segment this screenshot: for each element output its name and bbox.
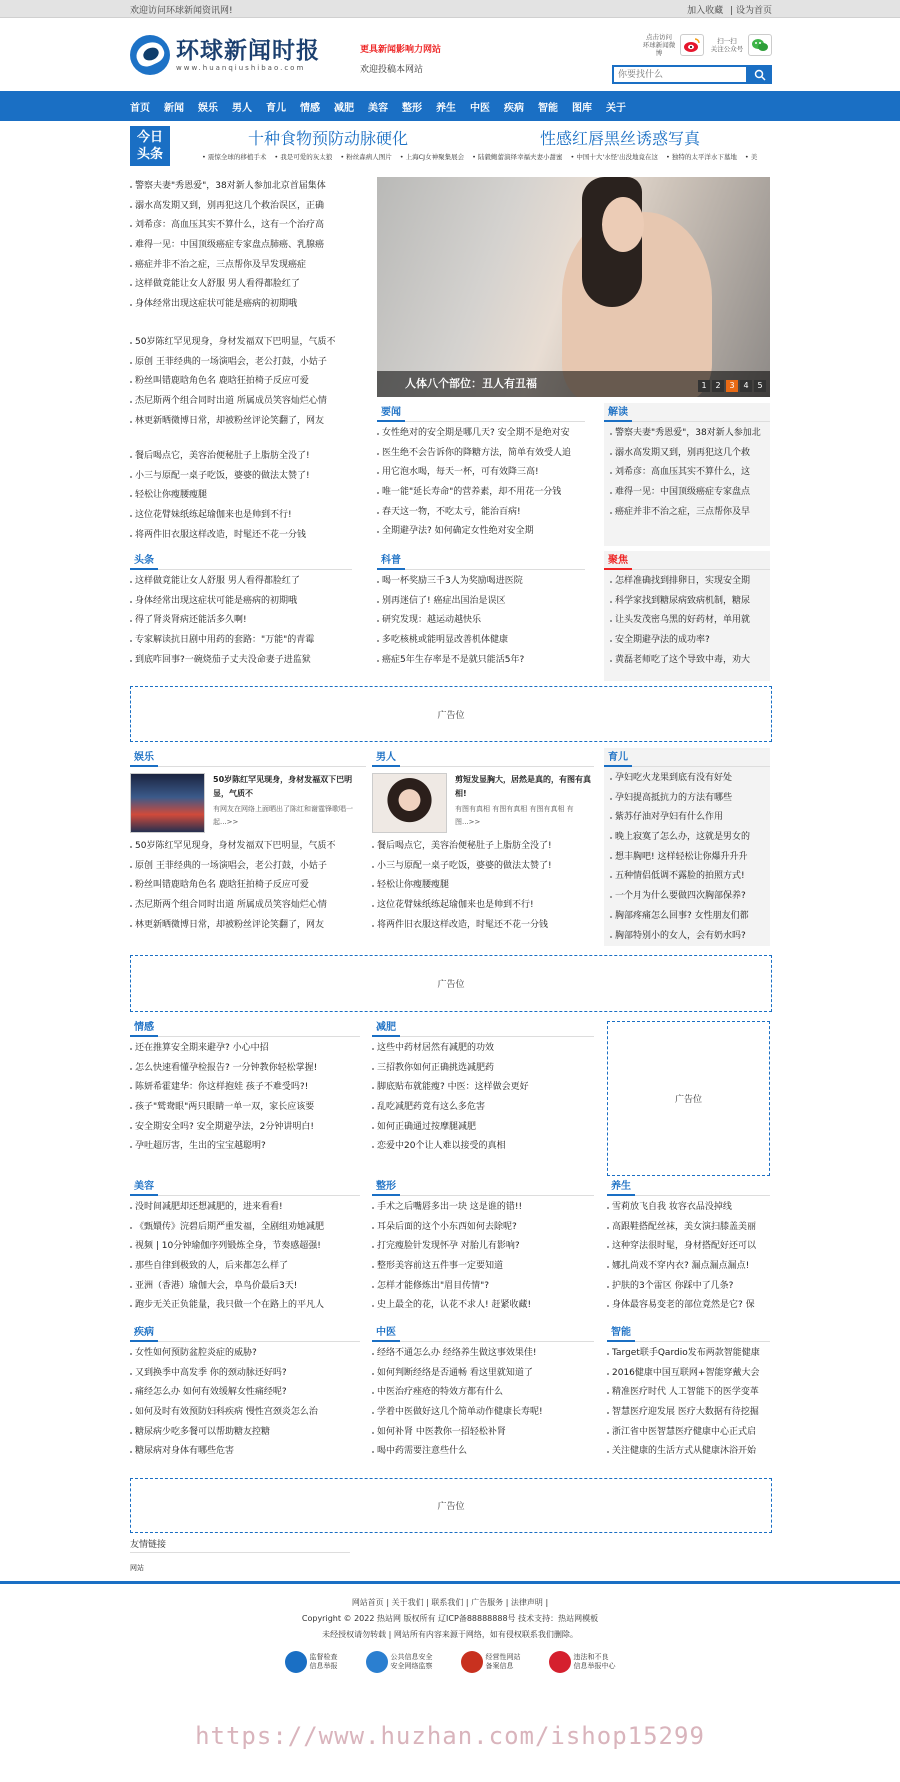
featured-title[interactable]: 剪短发显胸大，居然是真的，有图有真相! — [455, 775, 591, 798]
list-item[interactable]: 糖尿病少吃多餐可以帮助糖友控糖 — [130, 1423, 360, 1443]
carousel-dot[interactable]: 1 — [698, 380, 710, 392]
list-item[interactable]: 将两件旧衣服这样改造，时髦还不花一分钱 — [130, 526, 352, 546]
section-title[interactable]: 减肥 — [372, 1018, 400, 1037]
search-icon — [754, 69, 766, 81]
list-item[interactable]: 孩子"鹫鸯眼"两只眼睛一单一双，家长应该要 — [130, 1098, 360, 1118]
section-title-bar — [604, 551, 770, 570]
list-item[interactable]: 这些中药材居然有减肥的功效 — [372, 1039, 594, 1059]
list-item[interactable]: 打完瘦脸针发现怀孕 对胎儿有影响? — [372, 1237, 594, 1257]
featured-desc: 有网友在网络上面晒出了陈红和谢霆锋歌唱一起...>> — [213, 805, 353, 826]
list-item[interactable]: 想丰胸吧! 这样轻松让你爆升升升 — [610, 848, 770, 868]
nav-item[interactable]: 智能 — [538, 102, 558, 114]
footer-badge[interactable] — [461, 1651, 521, 1673]
section-zhineng — [607, 1323, 770, 1462]
section-meirong — [130, 1177, 360, 1316]
section-title-bar — [377, 403, 585, 422]
ad-slot-side[interactable] — [607, 1021, 770, 1176]
section-title-bar — [607, 1323, 770, 1342]
section-kepu — [377, 551, 585, 670]
list-item[interactable]: 这样做竟能让女人舒服 男人看得都脸红了 — [130, 572, 352, 592]
list-item[interactable]: 视频 | 10分钟瑜伽序列锻炼全身，节奏感超强! — [130, 1237, 360, 1257]
list-item[interactable]: 难得一见：中国顶级癌症专家盘点肺癌、乳腺癌 — [130, 236, 352, 256]
badge-line2: 信息举报 — [309, 1662, 338, 1670]
nav-item[interactable]: 减肥 — [334, 102, 354, 114]
photo-carousel[interactable] — [377, 177, 770, 397]
section-title[interactable]: 情感 — [130, 1018, 158, 1037]
list-item[interactable]: 粉丝叫错鹿晗角色名 鹿晗狂拍椅子反应可爱 — [130, 372, 352, 392]
separator: | — [730, 5, 734, 16]
site-header — [0, 18, 900, 91]
list-item[interactable]: 脚底贴布就能瘦? 中医：这样做会更好 — [372, 1078, 594, 1098]
list-item[interactable]: 小三与原配一桌子吃饭，婆婆的做法太赞了! — [130, 467, 352, 487]
list-item[interactable]: 紫苏仔油对孕妇有什么作用 — [610, 808, 770, 828]
nav-item[interactable]: 养生 — [436, 102, 456, 114]
list-item[interactable]: 关注健康的生活方式从健康沐浴开始 — [607, 1442, 770, 1462]
section-title-bar — [372, 1018, 594, 1037]
ad-label: 广告位 — [437, 980, 465, 990]
section-title[interactable]: 养生 — [607, 1177, 635, 1196]
bookmark-link[interactable]: 加入收藏 — [687, 5, 724, 16]
section-title-bar — [130, 1177, 360, 1196]
nav-item[interactable]: 娱乐 — [198, 102, 218, 114]
list-item[interactable]: 怎样才能修炼出"眉目传情"? — [372, 1277, 594, 1297]
list-item[interactable]: 2016健康中国互联网+智能穿戴大会 — [607, 1364, 770, 1384]
ad-label: 广告位 — [437, 710, 465, 721]
list-item[interactable]: 癌症并非不治之症，三点帮你及早 — [610, 503, 770, 523]
carousel-image-face — [602, 197, 644, 252]
list-item[interactable]: 那些自律到极致的人，后来都怎么样了 — [130, 1257, 360, 1277]
list-item[interactable]: 50岁陈红罕见现身，身材发福双下巴明显，气质不 — [130, 333, 352, 353]
nav-item[interactable]: 情感 — [300, 102, 320, 114]
ad-slot-1[interactable] — [130, 686, 772, 742]
section-jibing — [130, 1323, 360, 1462]
section-title[interactable]: 中医 — [372, 1323, 400, 1342]
list-item[interactable]: 得了肾炎肾病还能活多久啊! — [130, 611, 352, 631]
featured-title[interactable]: 50岁陈红罕见现身，身材发福双下巴明显，气质不 — [213, 775, 353, 798]
featured-story[interactable] — [372, 773, 594, 833]
list-item[interactable]: 研究发现：越运动越快乐 — [377, 611, 585, 631]
headline-sublink[interactable]: • 中国十大'水怪'出没地竟在这 — [570, 153, 658, 161]
section-title-bar — [130, 1323, 360, 1342]
list-item[interactable]: 中医治疗痤疮的特效方都有什么 — [372, 1383, 594, 1403]
list-item[interactable]: 粉丝叫错鹿晗角色名 鹿晗狂拍椅子反应可爱 — [130, 876, 366, 896]
badge-line2: 安全网络监察 — [390, 1662, 433, 1670]
headline-sublink[interactable]: • 美 — [744, 153, 758, 161]
list-item[interactable]: 轻松让你瘦腰瘦腿 — [130, 486, 352, 506]
section-title-bar — [604, 748, 770, 767]
list-item[interactable]: 三招教你如何正确挑选减肥药 — [372, 1059, 594, 1079]
list-item[interactable]: 孕妇吃火龙果到底有没有好处 — [610, 769, 770, 789]
section-title[interactable]: 头条 — [130, 551, 158, 570]
list-item[interactable]: 一个月为什么要做四次胸部保养? — [610, 887, 770, 907]
badge-line2: 信息举报中心 — [573, 1662, 616, 1670]
nav-item[interactable]: 关于 — [606, 102, 626, 114]
list-item[interactable]: 糖尿病对身体有哪些危害 — [130, 1442, 360, 1462]
headline-sublink[interactable]: • 独特的太平洋水下墓地 — [665, 153, 737, 161]
today-badge — [130, 126, 170, 166]
headline-sublink[interactable]: • 粉丝森病人图片 — [340, 153, 392, 161]
list-item[interactable]: 杰尼斯两个组合同时出道 所属成员笑容灿烂心情 — [130, 392, 352, 412]
list-item[interactable]: 护肤的3个雷区 你踩中了几条? — [607, 1277, 770, 1297]
nav-item[interactable]: 育儿 — [266, 102, 286, 114]
footer-links[interactable]: 网站首页 | 关于我们 | 联系我们 | 广告服务 | 法律声明 | — [351, 1598, 549, 1607]
list-item[interactable]: 别再迷信了! 癌症出国治是误区 — [377, 592, 585, 612]
list-item[interactable]: 经络不通怎么办 经络养生做这事效果佳! — [372, 1344, 594, 1364]
section-toutiao — [130, 551, 352, 670]
section-title-bar — [130, 1018, 360, 1037]
list-item[interactable]: 餐后喝点它，美容治便秘肚子上脂肪全没了! — [372, 837, 594, 857]
list-item[interactable]: 手术之后嘴唇多出一块 这是谁的错!! — [372, 1198, 594, 1218]
list-item[interactable]: 没时间减肥却还想减肥的，进来看看! — [130, 1198, 360, 1218]
section-nanren — [372, 748, 594, 935]
welcome-text: 欢迎访问环球新闻资讯网! — [130, 5, 233, 16]
slogan-primary: 更具新闻影响力网站 — [360, 45, 442, 55]
list-item[interactable]: 怎么快速看懂孕检报告? 一分钟教你轻松掌握! — [130, 1059, 360, 1079]
carousel-pager — [698, 380, 766, 392]
list-item[interactable]: 原创 王菲经典的一场演唱会，老公打鼓，小姑子 — [130, 353, 352, 373]
nav-item[interactable]: 整形 — [402, 102, 422, 114]
section-title[interactable]: 解读 — [604, 403, 632, 422]
list-item[interactable]: 安全期避孕法的成功率? — [610, 631, 770, 651]
list-item[interactable]: 春天这一物，不吃太亏，能治百病! — [377, 503, 585, 523]
section-title[interactable]: 美容 — [130, 1177, 158, 1196]
section-title-bar — [604, 403, 770, 422]
list-item[interactable]: 陈妍希霍建华：你这样抱娃 孩子不难受吗?! — [130, 1078, 360, 1098]
footer-notice: 未经授权请勿转载 | 网站所有内容来源于网络，如有侵权联系我们删除。 — [322, 1630, 578, 1639]
list-item[interactable]: 将两件旧衣服这样改造，时髦还不花一分钱 — [372, 916, 594, 936]
nav-item[interactable]: 首页 — [130, 102, 150, 114]
list-item[interactable]: 轻松让你瘦腰瘦腿 — [372, 876, 594, 896]
list-item[interactable]: 用它泡水喝，每天一杯，可有效降三高! — [377, 463, 585, 483]
headline-sublink[interactable]: • 陆毅鲍蕾演绎幸福夫妻小甜蜜 — [472, 153, 563, 161]
friend-links-title: 友情链接 — [130, 1537, 350, 1553]
ad-slot-2[interactable] — [130, 955, 772, 1012]
list-item[interactable]: 耳朵后面的这个小东西如何去除呢? — [372, 1218, 594, 1238]
badge-line1: 公共信息安全 — [390, 1653, 433, 1661]
list-item[interactable]: 全期避孕法? 如何确定女性绝对安全期 — [377, 522, 585, 542]
list-item[interactable]: 智慧医疗迎发展 医疗大数据有待挖掘 — [607, 1403, 770, 1423]
ad-label: 广告位 — [674, 1095, 702, 1105]
footer-badge[interactable] — [549, 1651, 616, 1673]
list-item[interactable]: 刘希彦：高血压其实不算什么，这 — [610, 463, 770, 483]
watermark: https://www.huzhan.com/ishop15299 — [195, 1722, 705, 1750]
list-item[interactable]: 这位花臂妹纸练起瑜伽来也是帅到不行! — [372, 896, 594, 916]
search-box — [612, 65, 772, 84]
section-title[interactable]: 要闻 — [377, 403, 405, 422]
wechat-text: 扫一扫 关注公众号 — [710, 37, 744, 53]
list-item[interactable]: 怎样准确找到排卵日，实现安全期 — [610, 572, 770, 592]
carousel-caption[interactable]: 人体八个部位：丑人有丑福 — [405, 377, 537, 390]
wechat-icon — [748, 34, 772, 56]
section-yaowen — [377, 403, 585, 542]
section-title[interactable]: 智能 — [607, 1323, 635, 1342]
list-item[interactable]: 史上最全的花，认花不求人! 赶紧收藏! — [372, 1296, 594, 1316]
carousel-dot[interactable]: 4 — [740, 380, 752, 392]
section-title-bar — [130, 748, 366, 767]
list-item[interactable]: 跑步无关正负能量，我只做一个在路上的平凡人 — [130, 1296, 360, 1316]
headline-2[interactable]: 性感红唇黑丝诱惑写真 — [540, 129, 701, 148]
weibo-text: 点击访问 环球新闻微博 — [642, 33, 676, 57]
weibo-icon — [680, 34, 704, 56]
list-item[interactable]: 女性如何预防盆腔炎症的威胁? — [130, 1344, 360, 1364]
badge-line1: 违法和不良 — [573, 1653, 609, 1661]
list-item[interactable]: 五种情侣低调不露脸的拍照方式! — [610, 867, 770, 887]
list-item[interactable]: 警察夫妻"秀恩爱"，38对新人参加北京首届集体 — [130, 177, 352, 197]
section-title[interactable]: 疾病 — [130, 1323, 158, 1342]
list-item[interactable]: 胸部疼痛怎么回事? 女性朋友们都 — [610, 907, 770, 927]
section-title-bar — [607, 1177, 770, 1196]
ad-slot-3[interactable] — [130, 1478, 772, 1533]
list-item[interactable]: 喝一杯奖励三千3人为奖励喝进医院 — [377, 572, 585, 592]
slogan-secondary: 欢迎投稿本网站 — [360, 65, 424, 75]
list-item[interactable]: 又到换季中高发季 你的颈动脉还好吗? — [130, 1364, 360, 1384]
list-item[interactable]: 林更新晒微博日常，却被粉丝评论笑翻了，网友 — [130, 916, 366, 936]
section-title[interactable]: 男人 — [372, 748, 400, 767]
list-item[interactable]: 小三与原配一桌子吃饭，婆婆的做法太赞了! — [372, 857, 594, 877]
list-item[interactable]: 身体经常出现这症状可能是癌病的初期哦 — [130, 592, 352, 612]
section-yuer — [604, 748, 770, 946]
list-item[interactable]: 胸部特别小的女人，会有奶水吗? — [610, 927, 770, 947]
featured-story[interactable] — [130, 773, 366, 833]
site-logo[interactable] — [130, 32, 330, 78]
badge-line1: 经营性网站 — [485, 1653, 521, 1661]
list-item[interactable]: 女性绝对的安全期是哪几天? 安全期不是绝对安 — [377, 424, 585, 444]
section-jiedu — [604, 403, 770, 546]
list-item[interactable]: 整形美容前这五件事一定要知道 — [372, 1257, 594, 1277]
list-item[interactable]: 这位花臂妹纸练起瑜伽来也是帅到不行! — [130, 506, 352, 526]
nav-item[interactable]: 美容 — [368, 102, 388, 114]
list-item[interactable]: 身体最容易变老的部位竟然是它? 保 — [607, 1296, 770, 1316]
list-item[interactable]: 餐后喝点它，美容治便秘肚子上脂肪全没了! — [130, 447, 352, 467]
top-bar — [0, 0, 900, 18]
list-item[interactable]: 多吃核桃或能明显改善机体健康 — [377, 631, 585, 651]
logo-url: www.huanqiushibao.com — [176, 64, 306, 72]
list-item[interactable]: 唯一能"延长寿命"的营养素，却不用花一分钱 — [377, 483, 585, 503]
section-title[interactable]: 育儿 — [604, 748, 632, 767]
section-zhongyi — [372, 1323, 594, 1462]
list-item[interactable]: 让头发茂密乌黑的好药材，单用就 — [610, 611, 770, 631]
ad-label: 广告位 — [437, 1502, 465, 1512]
list-item[interactable]: 50岁陈红罕见现身，身材发福双下巴明显，气质不 — [130, 837, 366, 857]
badge-line2: 备案信息 — [485, 1662, 514, 1670]
main-nav — [0, 91, 900, 121]
section-title[interactable]: 娱乐 — [130, 748, 158, 767]
list-item[interactable]: 喝中药需要注意些什么 — [372, 1442, 594, 1462]
list-item[interactable]: 精准医疗时代 人工智能下的医学变革 — [607, 1383, 770, 1403]
carousel-dot[interactable]: 2 — [712, 380, 724, 392]
list-item[interactable]: 黄磊老师吃了这个导致中毒，劝大 — [610, 651, 770, 671]
badge-line1: 监督检查 — [309, 1653, 338, 1661]
list-item[interactable]: 杰尼斯两个组合同时出道 所属成员笑容灿烂心情 — [130, 896, 366, 916]
list-item[interactable]: 警察夫妻"秀恩爱"，38对新人参加北 — [610, 424, 770, 444]
list-item[interactable]: 学着中医做好这几个简单动作健康长寿呢! — [372, 1403, 594, 1423]
list-item[interactable]: 溺水高发期又到，别再犯这几个救治误区，正确 — [130, 197, 352, 217]
list-item[interactable]: 难得一见：中国顶级癌症专家盘点 — [610, 483, 770, 503]
slogan — [360, 42, 441, 75]
footer-badge[interactable] — [285, 1651, 338, 1673]
headline-sublink[interactable]: • 震惊全球的移植手术 — [202, 153, 267, 161]
featured-thumbnail[interactable] — [130, 773, 205, 833]
footer-copyright: Copyright © 2022 热站网 版权所有 辽ICP备88888888号 技术支持：热站网模板 — [301, 1614, 599, 1623]
badge-icon — [549, 1651, 571, 1673]
today-headlines — [130, 126, 772, 170]
search-button[interactable] — [748, 65, 772, 84]
list-item[interactable]: 孕吐超厉害，生出的宝宝越聪明? — [130, 1137, 360, 1157]
footer-badge[interactable] — [366, 1651, 433, 1673]
news-list-life — [130, 447, 352, 545]
featured-thumbnail[interactable] — [372, 773, 447, 833]
section-yangsheng — [607, 1177, 770, 1316]
headline-sublinks — [202, 152, 772, 161]
search-input[interactable] — [612, 65, 748, 84]
set-homepage-link[interactable]: 设为首页 — [735, 5, 772, 16]
list-item[interactable]: 这种穿法很时髦，身材搭配好还可以 — [607, 1237, 770, 1257]
section-title-bar — [377, 551, 585, 570]
list-item[interactable]: 孕妇提高抵抗力的方法有哪些 — [610, 789, 770, 809]
nav-item[interactable]: 疾病 — [504, 102, 524, 114]
list-item[interactable]: 娜扎尚戏不穿内衣? 漏点漏点漏点! — [607, 1257, 770, 1277]
list-item[interactable]: 这样做竟能让女人舒服 男人看得都脸红了 — [130, 275, 352, 295]
list-item[interactable]: 身体经常出现这症状可能是癌病的初期哦 — [130, 295, 352, 315]
logo-icon — [130, 35, 170, 75]
friend-links — [130, 1537, 772, 1573]
weibo-link[interactable] — [640, 33, 704, 57]
list-item[interactable]: 《甄嬛传》浣碧后期严重发福，全剧组劝她减肥 — [130, 1218, 360, 1238]
list-item[interactable]: 如何判断经络是否通畅 看这里就知道了 — [372, 1364, 594, 1384]
list-item[interactable]: 如何补肾 中医教你一招轻松补肾 — [372, 1423, 594, 1443]
site-footer — [0, 1581, 900, 1673]
list-item[interactable]: Target联手Qardio发布两款智能健康 — [607, 1344, 770, 1364]
news-list-ent — [130, 333, 352, 431]
section-title-bar — [130, 551, 352, 570]
list-item[interactable]: 亚洲（香港）瑜伽大会，阜鸟价最后3天! — [130, 1277, 360, 1297]
list-item[interactable]: 高跟鞋搭配丝袜，美女演扫膝盖美丽 — [607, 1218, 770, 1238]
list-item[interactable]: 晚上寂寞了怎么办，这就是男女的 — [610, 828, 770, 848]
wechat-link[interactable] — [708, 33, 772, 57]
list-item[interactable]: 林更新晒微博日常，却被粉丝评论笑翻了，网友 — [130, 412, 352, 432]
nav-item[interactable]: 图库 — [572, 102, 592, 114]
section-title[interactable]: 整形 — [372, 1177, 400, 1196]
list-item[interactable]: 科学家找到糖尿病致病机制，糖尿 — [610, 592, 770, 612]
headline-1[interactable]: 十种食物预防动脉硬化 — [248, 129, 409, 148]
news-list-top — [130, 177, 352, 315]
list-item[interactable]: 恋爱中20个让人难以接受的真相 — [372, 1137, 594, 1157]
nav-item[interactable]: 新闻 — [164, 102, 184, 114]
list-item[interactable]: 雪莉放飞自我 妆容衣品没掉线 — [607, 1198, 770, 1218]
list-item[interactable]: 如何正确通过按摩腿减肥 — [372, 1118, 594, 1138]
headline-sublink[interactable]: • 上海CJ女神聚集展会 — [399, 153, 465, 161]
featured-desc: 有图有真相 有图有真相 有图有真相 有图...>> — [455, 805, 574, 826]
list-item[interactable]: 癌症5年生存率是不是就只能活5年? — [377, 651, 585, 671]
nav-item[interactable]: 男人 — [232, 102, 252, 114]
social-links — [640, 33, 772, 57]
list-item[interactable]: 到底咋回事?一碗烧茄子丈夫没命妻子进监狱 — [130, 651, 352, 671]
list-item[interactable]: 原创 王菲经典的一场演唱会，老公打鼓，小姑子 — [130, 857, 366, 877]
list-item[interactable]: 专家解读抗日剧中用药的套路："万能"的青霉 — [130, 631, 352, 651]
section-jujiao — [604, 551, 770, 681]
nav-item[interactable]: 中医 — [470, 102, 490, 114]
carousel-dot[interactable]: 3 — [726, 380, 738, 392]
footer-badges — [0, 1651, 900, 1673]
badge-icon — [366, 1651, 388, 1673]
section-qinggan — [130, 1018, 360, 1157]
section-title[interactable]: 科普 — [377, 551, 405, 570]
badge-icon — [461, 1651, 483, 1673]
section-zhengxing — [372, 1177, 594, 1316]
today-badge-line2: 头条 — [136, 147, 163, 162]
list-item[interactable]: 刘希彦：高血压其实不算什么，这有一个治疗高 — [130, 216, 352, 236]
list-item[interactable]: 医生绝不会告诉你的降糖方法，简单有效受人追 — [377, 444, 585, 464]
section-title[interactable]: 聚焦 — [604, 551, 632, 570]
section-yule — [130, 748, 366, 935]
carousel-dot[interactable]: 5 — [754, 380, 766, 392]
badge-icon — [285, 1651, 307, 1673]
section-jianfei — [372, 1018, 594, 1157]
list-item[interactable]: 还在推算安全期来避孕? 小心中招 — [130, 1039, 360, 1059]
list-item[interactable]: 癌症并非不治之症，三点帮你及早发现癌症 — [130, 256, 352, 276]
list-item[interactable]: 浙江省中医智慧医疗健康中心正式启 — [607, 1423, 770, 1443]
list-item[interactable]: 安全期安全吗? 安全期避孕法，2分钟讲明白! — [130, 1118, 360, 1138]
section-title-bar — [372, 1323, 594, 1342]
friend-link-item[interactable]: 网站 — [130, 1564, 144, 1572]
list-item[interactable]: 痛经怎么办 如何有效缓解女性痛经呢? — [130, 1383, 360, 1403]
list-item[interactable]: 乱吃减肥药竟有这么多危害 — [372, 1098, 594, 1118]
section-title-bar — [372, 748, 594, 767]
section-title-bar — [372, 1177, 594, 1196]
headline-sublink[interactable]: • 我是可爱的灰太狼 — [274, 153, 333, 161]
today-badge-line1: 今日 — [136, 130, 163, 145]
list-item[interactable]: 溺水高发期又到，别再犯这几个救 — [610, 444, 770, 464]
logo-title: 环球新闻时报 — [176, 38, 320, 64]
list-item[interactable]: 如何及时有效预防妇科疾病 慢性宫颈炎怎么治 — [130, 1403, 360, 1423]
